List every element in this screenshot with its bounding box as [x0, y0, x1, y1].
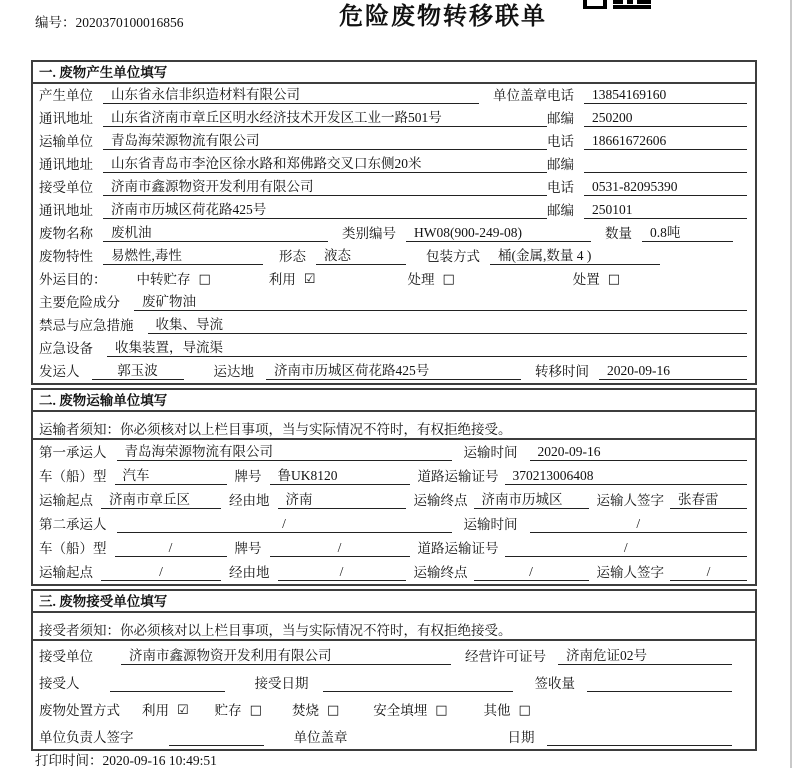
- vehicle-type2-value: /: [115, 539, 227, 557]
- row-acceptor: [33, 668, 755, 695]
- option-label: 处理: [407, 272, 435, 287]
- route-start2-value: /: [101, 563, 221, 581]
- option-label: 贮存: [214, 703, 242, 718]
- section3-title: 三. 废物接受单位填写: [33, 591, 755, 613]
- zip-label: 邮编: [547, 157, 574, 172]
- option-treat: [407, 271, 454, 288]
- unit-seal-label: 单位盖章: [293, 730, 348, 745]
- section-receiver: [31, 589, 757, 751]
- option-utilize: [142, 702, 189, 719]
- transfer-time-label: 转移时间: [535, 364, 589, 379]
- receive-address-value: 济南市历城区荷花路425号: [103, 201, 547, 219]
- acceptor-label: 接受人: [39, 676, 80, 691]
- hazard-label: 主要危险成分: [39, 295, 120, 310]
- transporter-notice: 运输者须知：你必须核对以上栏目事项，当与实际情况不符时，有权拒绝接受。: [33, 412, 755, 440]
- row-producer: [33, 84, 755, 107]
- row-receiver-unit: [33, 641, 755, 668]
- license-label: 经营许可证号: [465, 649, 546, 664]
- row-transport-unit: [33, 130, 755, 153]
- waste-name-label: 废物名称: [39, 226, 93, 241]
- phone-label: 电话: [547, 88, 574, 103]
- license-value: 济南危证02号: [558, 647, 732, 665]
- row-receive-address: [33, 199, 755, 222]
- address-label: 通讯地址: [39, 157, 93, 172]
- accept-date-label: 接受日期: [254, 676, 309, 691]
- road-permit2-value: /: [505, 539, 748, 557]
- option-incinerate: [292, 702, 339, 719]
- option-label: 处置: [572, 272, 600, 287]
- disposal-label: 废物处置方式: [39, 703, 120, 718]
- producer-phone-value: 13854169160: [584, 86, 747, 104]
- road-permit-label: 道路运输证号: [417, 541, 499, 556]
- print-time-line: [35, 749, 217, 769]
- quantity-value: 0.8吨: [642, 224, 733, 242]
- row-signoff: [33, 722, 755, 749]
- row-waste-traits: [33, 245, 755, 268]
- row-vehicle2: [33, 536, 755, 560]
- producer-label: 产生单位: [39, 88, 93, 103]
- option-label: 焚烧: [291, 703, 319, 718]
- route-via-label: 经由地: [229, 565, 270, 580]
- option-landfill: [373, 702, 447, 719]
- transport-phone-value: 18661672606: [584, 132, 747, 150]
- receive-zip-value: 250101: [584, 201, 747, 219]
- option-label: 其他: [483, 703, 511, 718]
- plate2-value: /: [270, 539, 410, 557]
- route-start-value: 济南市章丘区: [101, 491, 221, 509]
- checkbox-unchecked-icon: □: [198, 272, 211, 287]
- row-producer-address: [33, 107, 755, 130]
- dispatcher-value: 郭玉波: [92, 362, 184, 380]
- route-end-value: 济南市历城区: [474, 491, 589, 509]
- taboo-value: 收集、导流: [148, 316, 748, 334]
- transport-unit-label: 运输单位: [39, 134, 93, 149]
- option-utilize: [269, 271, 316, 288]
- row-hazard-components: [33, 291, 755, 314]
- route-start-label: 运输起点: [39, 565, 93, 580]
- equipment-value: 收集装置，导流渠: [107, 339, 747, 357]
- signed-qty-value: [587, 675, 732, 692]
- transport-zip-value: [584, 156, 747, 173]
- receiver-notice: 接受者须知：你必须核对以上栏目事项，当与实际情况不符时，有权拒绝接受。: [33, 613, 755, 641]
- row-route1: [33, 488, 755, 512]
- checkbox-unchecked-icon: □: [435, 703, 448, 718]
- option-transit-storage: [137, 271, 211, 288]
- hazard-value: 废矿物油: [134, 293, 747, 311]
- category-code-value: HW08(900-249-08): [406, 224, 591, 242]
- producer-value: 山东省永信非织造材料有限公司: [103, 86, 479, 104]
- equipment-label: 应急设备: [39, 341, 93, 356]
- row-carrier1: [33, 440, 755, 464]
- date-value: [547, 729, 733, 746]
- transfer-time-value: 2020-09-16: [599, 362, 747, 380]
- form-state-label: 形态: [279, 249, 306, 264]
- plate-label: 牌号: [234, 541, 262, 556]
- page-title: 危险废物转移联单: [339, 4, 547, 30]
- receive-phone-value: 0531-82095390: [584, 178, 747, 196]
- responsible-sign-label: 单位负责人签字: [39, 730, 134, 745]
- carrier2-label: 第二承运人: [39, 517, 107, 532]
- carrier-sign-value: 张春雷: [670, 491, 747, 509]
- carrier-sign-label: 运输人签字: [596, 565, 664, 580]
- row-emergency-equipment: [33, 337, 755, 360]
- row-transport-address: [33, 153, 755, 176]
- accept-date-value: [323, 675, 513, 692]
- carrier1-value: 青岛海荣源物流有限公司: [117, 443, 452, 461]
- receiver-unit-label: 接受单位: [39, 649, 93, 664]
- packing-value: 桶(金属,数量 4 ): [490, 247, 660, 265]
- unit-seal-label: 单位盖章: [493, 88, 547, 103]
- quantity-label: 数量: [605, 226, 632, 241]
- checkbox-unchecked-icon: □: [607, 272, 621, 287]
- checkbox-unchecked-icon: □: [442, 272, 455, 287]
- route-via2-value: /: [278, 563, 406, 581]
- row-carrier2: [33, 512, 755, 536]
- vehicle-type-label: 车（船）型: [39, 541, 107, 556]
- option-dispose: [573, 271, 620, 288]
- destination-value: 济南市历城区荷花路425号: [266, 362, 521, 380]
- transfer-form: [31, 60, 757, 754]
- date-label: 日期: [507, 730, 535, 745]
- route-end-label: 运输终点: [413, 565, 468, 580]
- section2-title: 二. 废物运输单位填写: [33, 390, 755, 412]
- option-label: 中转贮存: [136, 272, 191, 287]
- receive-unit-value: 济南市鑫源物资开发利用有限公司: [103, 178, 547, 196]
- dispatcher-label: 发运人: [39, 364, 80, 379]
- row-waste-name: [33, 222, 755, 245]
- option-storage: [215, 702, 262, 719]
- transport-time-value: 2020-09-16: [530, 443, 748, 461]
- carrier-sign-label: 运输人签字: [596, 493, 664, 508]
- form-state-value: 液态: [316, 247, 406, 265]
- transport-time2-value: /: [530, 515, 748, 533]
- checkbox-unchecked-icon: □: [326, 703, 340, 718]
- carrier-sign2-value: /: [670, 563, 747, 581]
- page-edge-line: [790, 0, 792, 768]
- plate-label: 牌号: [234, 469, 262, 484]
- route-end2-value: /: [474, 563, 589, 581]
- serial-label: 编号：: [35, 15, 76, 30]
- row-vehicle1: [33, 464, 755, 488]
- taboo-label: 禁忌与应急措施: [39, 318, 134, 333]
- road-permit-value: 370213006408: [505, 467, 748, 485]
- waste-traits-label: 废物特性: [39, 249, 93, 264]
- checkbox-checked-icon: ☑: [303, 272, 316, 287]
- row-disposal-method: [33, 695, 755, 722]
- phone-label: 电话: [547, 134, 574, 149]
- carrier2-value: /: [117, 515, 452, 533]
- section1-title: 一. 废物产生单位填写: [33, 62, 755, 84]
- responsible-sign-value: [169, 729, 264, 746]
- route-end-label: 运输终点: [413, 493, 468, 508]
- zip-label: 邮编: [547, 203, 574, 218]
- transport-unit-value: 青岛海荣源物流有限公司: [103, 132, 547, 150]
- vehicle-type-label: 车（船）型: [39, 469, 107, 484]
- route-via-label: 经由地: [229, 493, 270, 508]
- print-time-label: 打印时间：: [35, 753, 103, 768]
- checkbox-unchecked-icon: □: [249, 703, 262, 718]
- transport-time-label: 运输时间: [463, 445, 518, 460]
- receiver-unit-value: 济南市鑫源物资开发利用有限公司: [121, 647, 451, 665]
- option-label: 利用: [268, 272, 296, 287]
- route-via-value: 济南: [278, 491, 406, 509]
- row-taboo-measures: [33, 314, 755, 337]
- signed-qty-label: 签收量: [534, 676, 575, 691]
- option-other: [484, 702, 531, 719]
- address-label: 通讯地址: [39, 111, 93, 126]
- row-receive-unit: [33, 176, 755, 199]
- packing-label: 包装方式: [426, 249, 480, 264]
- transport-address-value: 山东省青岛市李沧区徐水路和郑佛路交叉口东侧20米: [103, 155, 547, 173]
- transport-time-label: 运输时间: [463, 517, 518, 532]
- category-code-label: 类别编号: [342, 226, 396, 241]
- phone-label: 电话: [547, 180, 574, 195]
- purpose-label: 外运目的：: [39, 272, 107, 287]
- producer-zip-value: 250200: [584, 109, 747, 127]
- vehicle-type-value: 汽车: [115, 467, 227, 485]
- waste-traits-value: 易燃性,毒性: [103, 247, 263, 265]
- option-label: 安全填埋: [373, 703, 428, 718]
- checkbox-unchecked-icon: □: [518, 703, 531, 718]
- acceptor-value: [110, 675, 225, 692]
- route-start-label: 运输起点: [39, 493, 93, 508]
- checkbox-checked-icon: ☑: [177, 703, 189, 718]
- address-label: 通讯地址: [39, 203, 93, 218]
- option-label: 利用: [142, 703, 169, 718]
- section-producer: [31, 60, 757, 385]
- producer-address-value: 山东省济南市章丘区明水经济技术开发区工业一路501号: [103, 109, 547, 127]
- print-time-value: 2020-09-16 10:49:51: [102, 753, 217, 768]
- road-permit-label: 道路运输证号: [417, 469, 499, 484]
- carrier1-label: 第一承运人: [39, 445, 107, 460]
- row-transfer-purpose: [33, 268, 755, 291]
- row-dispatch: [33, 360, 755, 383]
- section-transporter: [31, 388, 757, 586]
- waste-name-value: 废机油: [103, 224, 328, 242]
- receive-unit-label: 接受单位: [39, 180, 93, 195]
- zip-label: 邮编: [547, 111, 574, 126]
- row-route2: [33, 560, 755, 584]
- destination-label: 运达地: [213, 364, 254, 379]
- serial-number: 2020370100016856: [75, 15, 184, 30]
- plate-value: 鲁UK8120: [270, 467, 410, 485]
